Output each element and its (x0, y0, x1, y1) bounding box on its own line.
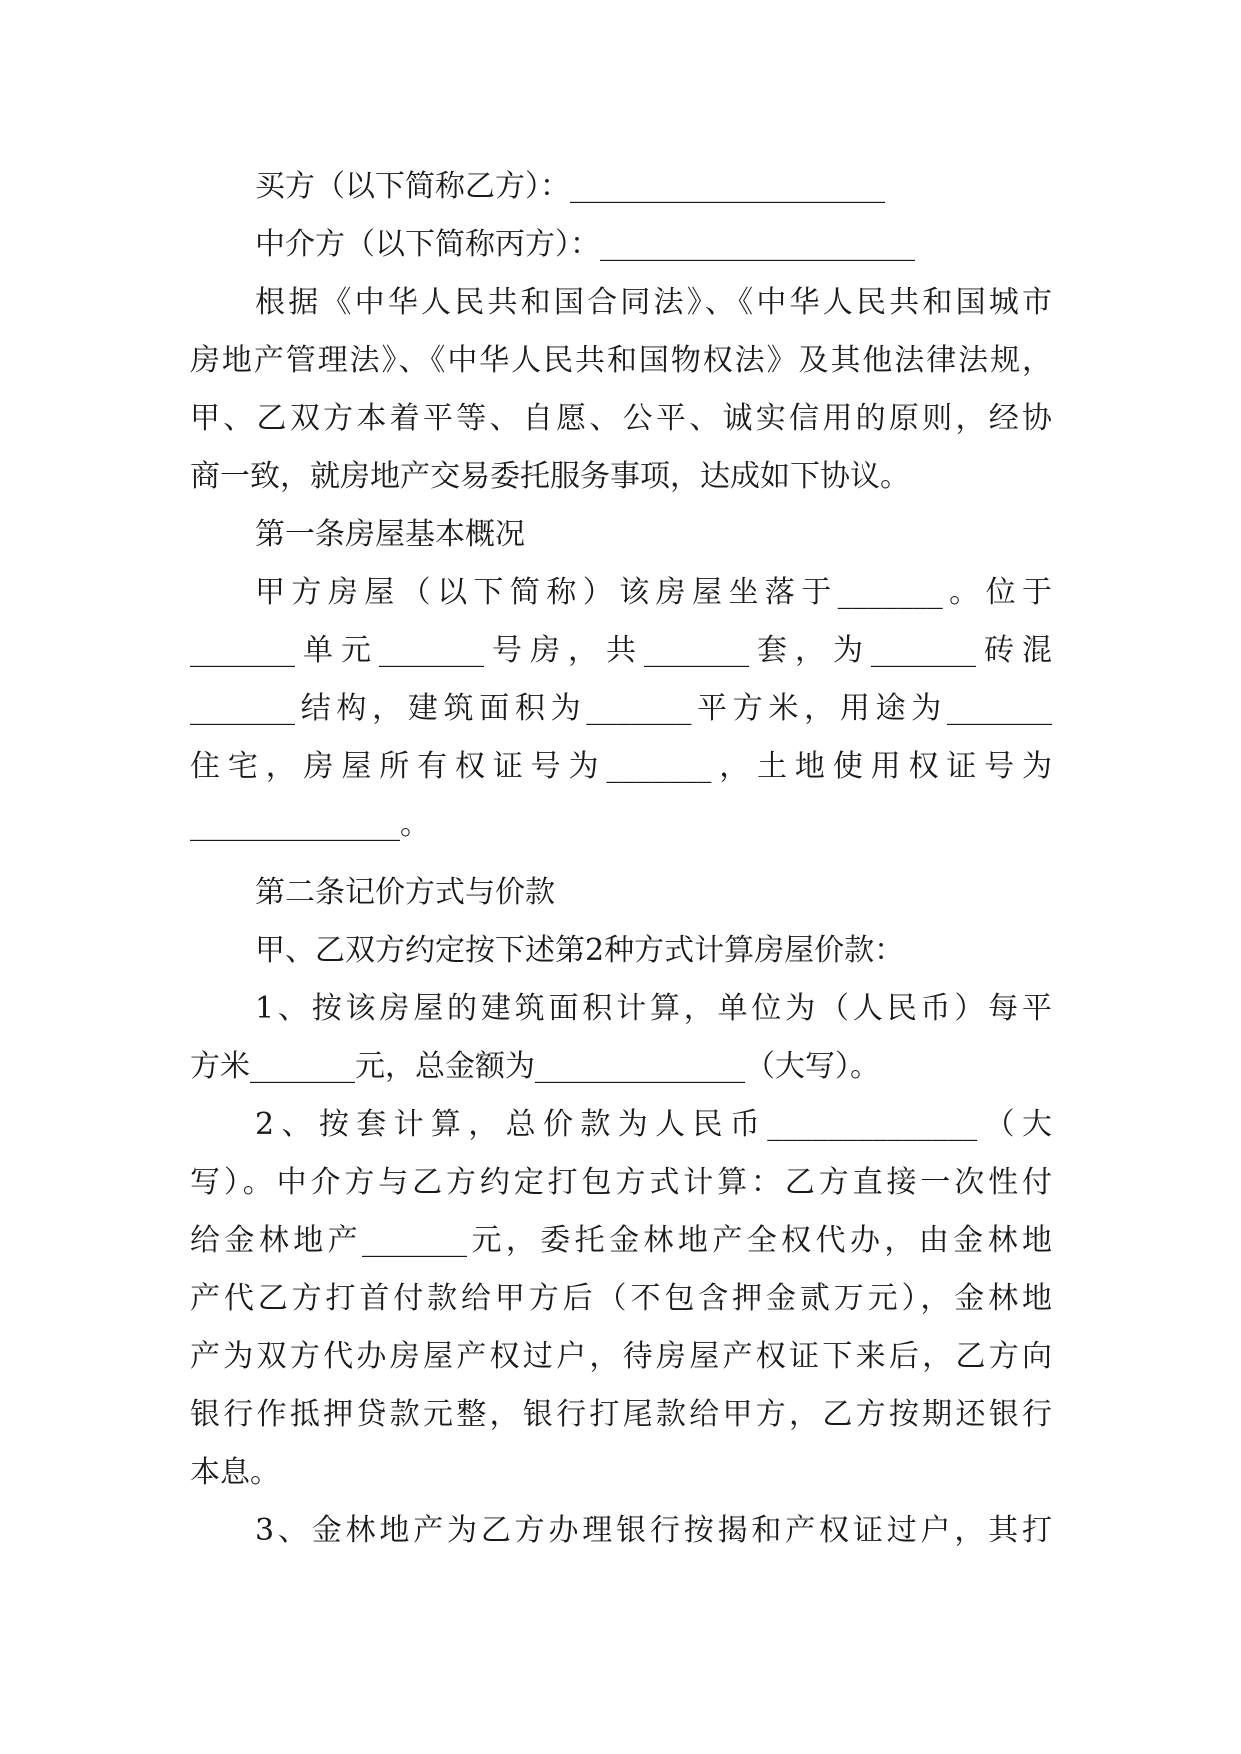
basis-paragraph-line: 甲、乙双方本着平等、自愿、公平、诚实信用的原则，经协 (190, 401, 1052, 436)
article-2-item-1-line: 方米_______元，总金额为______________（大写）。 (190, 1049, 880, 1084)
article-2-item-2-line: 产代乙方打首付款给甲方后（不包含押金贰万元），金林地 (190, 1281, 1052, 1316)
article-1-heading: 第一条房屋基本概况 (255, 517, 525, 552)
article-1-line: _______结构，建筑面积为_______平方米，用途为_______ (190, 691, 1052, 726)
article-2-heading: 第二条记价方式与价款 (255, 875, 555, 910)
article-1-line: ______________。 (190, 807, 430, 842)
article-2-item-2-line: 银行作抵押贷款元整，银行打尾款给甲方，乙方按期还银行 (190, 1397, 1052, 1432)
article-1-line: 甲方房屋（以下简称）该房屋坐落于_______。位于 (255, 575, 1052, 610)
article-1-line: 住宅，房屋所有权证号为_______，土地使用权证号为 (190, 749, 1052, 784)
agent-line: 中介方（以下简称丙方）：_____________________ (255, 227, 915, 262)
article-2-item-2-line: 给金林地产_______元，委托金林地产全权代办，由金林地 (190, 1223, 1052, 1258)
article-1-line: _______单元_______号房，共_______套，为_______砖混 (190, 633, 1052, 668)
article-2-item-2-line: 产为双方代办房屋产权过户，待房屋产权证下来后，乙方向 (190, 1339, 1052, 1374)
contract-body (190, 158, 1052, 1560)
article-2-item-3-line: 3、金林地产为乙方办理银行按揭和产权证过户，其打 (255, 1513, 1052, 1548)
article-2-line: 甲、乙双方约定按下述第2种方式计算房屋价款： (255, 933, 905, 968)
article-2-item-2-line: 写）。中介方与乙方约定打包方式计算：乙方直接一次性付 (190, 1165, 1052, 1200)
buyer-line: 买方（以下简称乙方）：_____________________ (255, 169, 885, 204)
article-2-item-2-line: 2、按套计算，总价款为人民币______________（大 (255, 1107, 1052, 1142)
article-2-item-1-line: 1、按该房屋的建筑面积计算，单位为（人民币）每平 (255, 991, 1052, 1026)
article-2-item-2-line: 本息。 (190, 1455, 280, 1490)
basis-paragraph-line: 根据《中华人民共和国合同法》、《中华人民共和国城市 (255, 285, 1052, 320)
basis-paragraph-line: 商一致，就房地产交易委托服务事项，达成如下协议。 (190, 459, 910, 494)
basis-paragraph-line: 房地产管理法》、《中华人民共和国物权法》及其他法律法规， (190, 343, 1052, 378)
